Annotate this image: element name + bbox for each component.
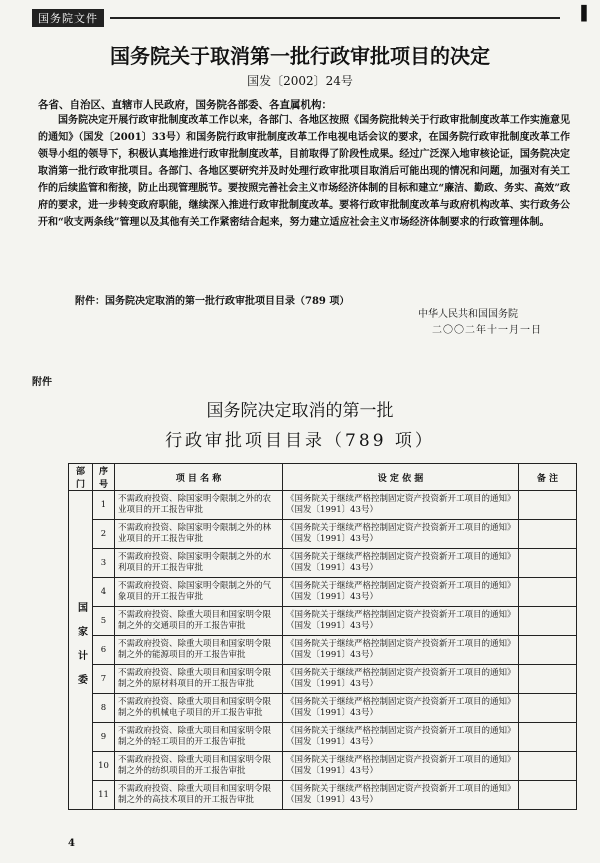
item-note bbox=[519, 636, 577, 665]
table-row bbox=[69, 491, 577, 520]
item-basis: 《国务院关于继续严格控制固定资产投资新开工项目的通知》（国发〔1991〕43号） bbox=[283, 781, 519, 810]
header-no: 序号 bbox=[93, 464, 115, 491]
item-basis: 《国务院关于继续严格控制固定资产投资新开工项目的通知》（国发〔1991〕43号） bbox=[283, 636, 519, 665]
document-title: 国务院关于取消第一批行政审批项目的决定 bbox=[110, 44, 490, 68]
row-number: 8 bbox=[93, 694, 115, 723]
attachment-title-line2: 行政审批项目目录（789 项） bbox=[165, 431, 435, 451]
item-name: 不需政府投资、除重大项目和国家明令限制之外的交通项目的开工报告审批 bbox=[115, 607, 283, 636]
row-number: 7 bbox=[93, 665, 115, 694]
item-note bbox=[519, 549, 577, 578]
item-basis: 《国务院关于继续严格控制固定资产投资新开工项目的通知》（国发〔1991〕43号） bbox=[283, 752, 519, 781]
signer: 中华人民共和国国务院 bbox=[418, 309, 518, 320]
item-basis: 《国务院关于继续严格控制固定资产投资新开工项目的通知》（国发〔1991〕43号） bbox=[283, 694, 519, 723]
row-number: 9 bbox=[93, 723, 115, 752]
attachment-label: 附件 bbox=[32, 377, 52, 388]
table-header-row bbox=[69, 464, 577, 491]
row-number: 1 bbox=[93, 491, 115, 520]
item-basis: 《国务院关于继续严格控制固定资产投资新开工项目的通知》（国发〔1991〕43号） bbox=[283, 549, 519, 578]
header-rule bbox=[110, 17, 560, 19]
item-basis: 《国务院关于继续严格控制固定资产投资新开工项目的通知》（国发〔1991〕43号） bbox=[283, 578, 519, 607]
item-basis: 《国务院关于继续严格控制固定资产投资新开工项目的通知》（国发〔1991〕43号） bbox=[283, 491, 519, 520]
header-dept: 部门 bbox=[69, 464, 93, 491]
approval-items-table bbox=[68, 463, 577, 810]
item-note bbox=[519, 520, 577, 549]
item-note bbox=[519, 781, 577, 810]
table-row bbox=[69, 607, 577, 636]
row-number: 11 bbox=[93, 781, 115, 810]
attachment-title-line1: 国务院决定取消的第一批 bbox=[206, 401, 394, 421]
item-name: 不需政府投资、除国家明令限制之外的水利项目的开工报告审批 bbox=[115, 549, 283, 578]
item-basis: 《国务院关于继续严格控制固定资产投资新开工项目的通知》（国发〔1991〕43号） bbox=[283, 520, 519, 549]
row-number: 5 bbox=[93, 607, 115, 636]
item-name: 不需政府投资、除重大项目和国家明令限制之外的纺织项目的开工报告审批 bbox=[115, 752, 283, 781]
item-name: 不需政府投资、除国家明令限制之外的林业项目的开工报告审批 bbox=[115, 520, 283, 549]
item-note bbox=[519, 665, 577, 694]
item-note bbox=[519, 752, 577, 781]
item-basis: 《国务院关于继续严格控制固定资产投资新开工项目的通知》（国发〔1991〕43号） bbox=[283, 607, 519, 636]
table-row bbox=[69, 781, 577, 810]
item-name: 不需政府投资、除重大项目和国家明令限制之外的能源项目的开工报告审批 bbox=[115, 636, 283, 665]
table-row bbox=[69, 520, 577, 549]
header-note: 备 注 bbox=[519, 464, 577, 491]
item-name: 不需政府投资、除重大项目和国家明令限制之外的高技术项目的开工报告审批 bbox=[115, 781, 283, 810]
header-name: 项 目 名 称 bbox=[115, 464, 283, 491]
item-name: 不需政府投资、除重大项目和国家明令限制之外的轻工项目的开工报告审批 bbox=[115, 723, 283, 752]
row-number: 6 bbox=[93, 636, 115, 665]
item-basis: 《国务院关于继续严格控制固定资产投资新开工项目的通知》（国发〔1991〕43号） bbox=[283, 723, 519, 752]
item-name: 不需政府投资、除国家明令限制之外的农业项目的开工报告审批 bbox=[115, 491, 283, 520]
row-number: 2 bbox=[93, 520, 115, 549]
item-note bbox=[519, 491, 577, 520]
table-row bbox=[69, 723, 577, 752]
table-row bbox=[69, 665, 577, 694]
item-name: 不需政府投资、除国家明令限制之外的气象项目的开工报告审批 bbox=[115, 578, 283, 607]
item-basis: 《国务院关于继续严格控制固定资产投资新开工项目的通知》（国发〔1991〕43号） bbox=[283, 665, 519, 694]
addressee: 各省、自治区、直辖市人民政府，国务院各部委、各直属机构： bbox=[38, 99, 332, 111]
table-row bbox=[69, 694, 577, 723]
item-note bbox=[519, 694, 577, 723]
table-row bbox=[69, 549, 577, 578]
corner-mark: ▌ bbox=[581, 6, 592, 22]
row-number: 4 bbox=[93, 578, 115, 607]
page-number: 4 bbox=[68, 838, 75, 849]
attachment-note: 附件：国务院决定取消的第一批行政审批项目目录（789 项） bbox=[75, 296, 350, 307]
body-text: 国务院决定开展行政审批制度改革工作以来，各部门、各地区按照《国务院批转关于行政审批制度改革工作实施意见的通知》（国发〔2001〕33号）和国务院行政审批制度改革工作电视电话会议的要求，在国务院行政审批制度改革工作领导小组的领导下，积极认真地推进行政审批制度改革，目前取得了阶段性成果。经过广泛深入地审核论证，国务院决定取消第一批行政审批项目。各部门、各地区要研究并及时处理行政审批项目取消后可能出现的情况和问题，加强对有关工作的后续监管和衔接，防止出现管理脱节。要按照完善社会主义市场经济体制的目标和建立“廉洁、勤政、务实、高效”政府的要求，进一步转变政府职能，继续深入推进行政审批制度改革。要将行政审批制度改革与政府机构改革、实行政务公开和“收支两条线”管理以及其他有关工作紧密结合起来，努力建立适应社会主义市场经济体制要求的行政管理体制。 bbox=[38, 115, 570, 228]
document-number: 国发〔2002〕24号 bbox=[247, 74, 353, 88]
dept-cell: 国家计委 bbox=[69, 491, 93, 810]
item-note bbox=[519, 578, 577, 607]
row-number: 10 bbox=[93, 752, 115, 781]
issue-date: 二〇〇二年十一月一日 bbox=[432, 325, 542, 336]
item-note bbox=[519, 607, 577, 636]
header-basis: 设 定 依 据 bbox=[283, 464, 519, 491]
section-tag: 国务院文件 bbox=[32, 9, 104, 27]
item-name: 不需政府投资、除重大项目和国家明令限制之外的原材料项目的开工报告审批 bbox=[115, 665, 283, 694]
item-name: 不需政府投资、除重大项目和国家明令限制之外的机械电子项目的开工报告审批 bbox=[115, 694, 283, 723]
table-row bbox=[69, 752, 577, 781]
row-number: 3 bbox=[93, 549, 115, 578]
item-note bbox=[519, 723, 577, 752]
table-row bbox=[69, 636, 577, 665]
table-row bbox=[69, 578, 577, 607]
